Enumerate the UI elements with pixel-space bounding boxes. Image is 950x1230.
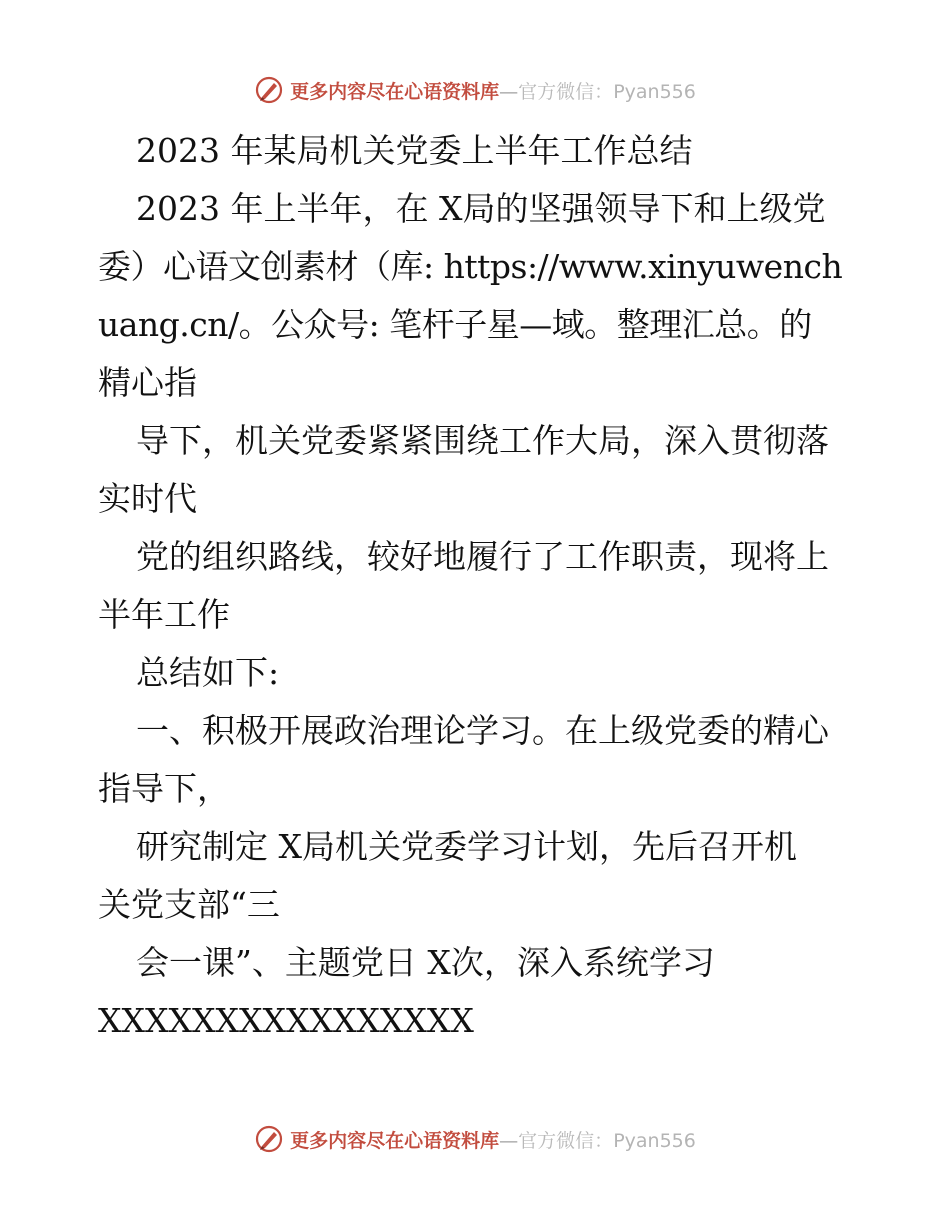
pen-logo-icon bbox=[254, 75, 284, 105]
document-body bbox=[98, 122, 858, 1050]
paragraph-line: 委）心语文创素材（库: https://www.xinyuwench bbox=[98, 247, 843, 286]
watermark-brand: 更多内容尽在心语资料库 bbox=[290, 1129, 500, 1152]
paragraph-line: 研究制定 X局机关党委学习计划，先后召开机 bbox=[136, 827, 797, 866]
watermark-text bbox=[290, 1126, 696, 1153]
paragraph-line: 导下，机关党委紧紧围绕工作大局，深入贯彻落 bbox=[136, 421, 829, 460]
paragraph-line: 半年工作 bbox=[98, 595, 230, 634]
paragraph-line: 指导下， bbox=[98, 769, 230, 808]
watermark-brand: 更多内容尽在心语资料库 bbox=[290, 80, 500, 103]
paragraph-line: 会一课”、主题党日 X次，深入系统学习 bbox=[136, 943, 715, 982]
paragraph-line: 总结如下: bbox=[136, 653, 280, 692]
paragraph-line: 关党支部“三 bbox=[98, 885, 280, 924]
document-title: 2023 年某局机关党委上半年工作总结 bbox=[136, 131, 693, 170]
paragraph-line: 一、积极开展政治理论学习。在上级党委的精心 bbox=[136, 711, 829, 750]
watermark-official-label: 官方微信： bbox=[518, 80, 614, 103]
watermark-text bbox=[290, 77, 696, 104]
footer-watermark bbox=[0, 1121, 950, 1157]
header-watermark bbox=[0, 72, 950, 108]
paragraph-line: uang.cn/。公众号: 笔杆子星—域。整理汇总。的 bbox=[98, 305, 812, 344]
watermark-group bbox=[254, 75, 696, 105]
paragraph-line: XXXXXXXXXXXXXXXX bbox=[98, 1001, 474, 1040]
paragraph-line: 实时代 bbox=[98, 479, 197, 518]
watermark-dash: — bbox=[499, 1129, 519, 1152]
paragraph-line: 2023 年上半年，在 X局的坚强领导下和上级党 bbox=[136, 189, 826, 228]
paragraph-line: 精心指 bbox=[98, 363, 197, 402]
watermark-dash: — bbox=[499, 80, 519, 103]
pen-logo-icon bbox=[254, 1124, 284, 1154]
watermark-wechat-id: Pyan556 bbox=[613, 1129, 696, 1152]
watermark-wechat-id: Pyan556 bbox=[613, 80, 696, 103]
watermark-official-label: 官方微信： bbox=[518, 1129, 614, 1152]
paragraph-line: 党的组织路线，较好地履行了工作职责，现将上 bbox=[136, 537, 829, 576]
watermark-group bbox=[254, 1124, 696, 1154]
